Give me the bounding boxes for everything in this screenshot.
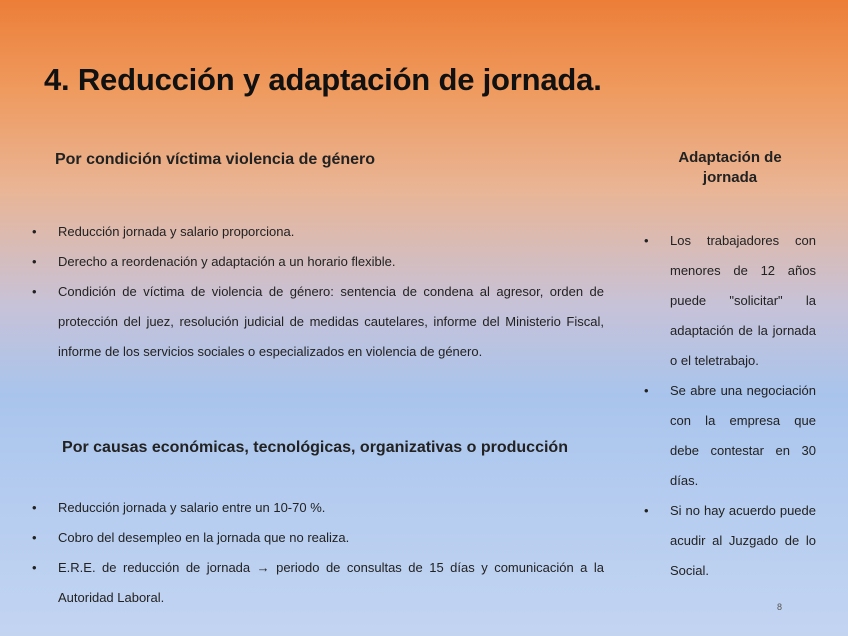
- heading-adaptacion: Adaptación de jornada: [678, 149, 782, 186]
- bullet-icon: •: [644, 233, 649, 248]
- heading-causas: Por causas económicas, tecnológicas, organizativas o producción: [62, 439, 568, 456]
- bullet-icon: •: [32, 284, 37, 299]
- bullet-icon: •: [644, 383, 649, 398]
- list-item: • Se abre una negociación con la empresa que debe contestar en 30 días.: [640, 376, 816, 496]
- list-item: • Reducción jornada y salario proporciona.: [28, 217, 604, 247]
- list-item: • Cobro del desempleo en la jornada que no realiza.: [28, 523, 604, 553]
- list-victima: [28, 217, 604, 367]
- list-item: • Derecho a reordenación y adaptación a un horario flexible.: [28, 247, 604, 277]
- slide-title: 4. Reducción y adaptación de jornada.: [44, 62, 602, 97]
- list-causas: [28, 493, 604, 613]
- list-item: • Si no hay acuerdo puede acudir al Juzgado de lo Social.: [640, 496, 816, 586]
- list-adaptacion: [640, 226, 816, 586]
- bullet-icon: •: [32, 254, 37, 269]
- list-item: • Reducción jornada y salario entre un 10-70 %.: [28, 493, 604, 523]
- heading-victima: Por condición víctima violencia de género: [54, 151, 376, 168]
- bullet-icon: •: [32, 560, 37, 575]
- page-number: 8: [776, 602, 782, 612]
- bullet-icon: •: [644, 503, 649, 518]
- bullet-icon: •: [32, 530, 37, 545]
- bullet-icon: •: [32, 224, 37, 239]
- list-item: • E.R.E. de reducción de jornada → periodo de consultas de 15 días y comunicación a la Autoridad Laboral.: [28, 553, 604, 613]
- list-item: • Los trabajadores con menores de 12 años puede "solicitar" la adaptación de la jornada o el teletrabajo.: [640, 226, 816, 376]
- list-item: • Condición de víctima de violencia de género: sentencia de condena al agresor, orden de protección del juez, resolución judicial de medidas cautelares, informe del Ministerio Fiscal, informe de los servicios sociales o especializados en violencia de género.: [28, 277, 604, 367]
- bullet-icon: •: [32, 500, 37, 515]
